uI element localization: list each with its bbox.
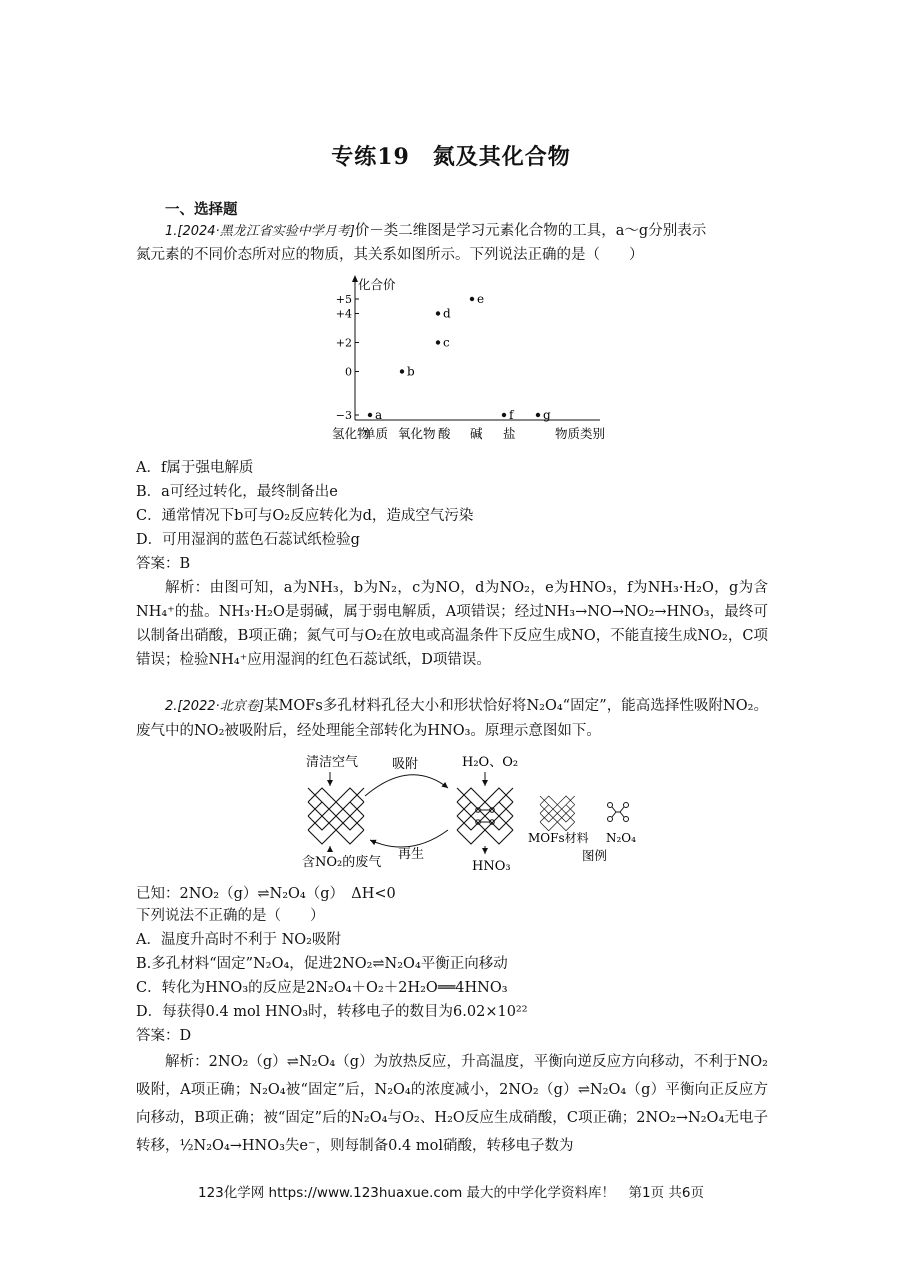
legend-n2o4-molecule: [608, 803, 629, 822]
legend-title: 图例: [582, 848, 608, 863]
q2-known: 已知：2NO₂（g）⇌N₂O₄（g） ΔH<0: [136, 886, 396, 902]
data-point-c: [436, 340, 440, 344]
x-category-label: 酸: [438, 426, 451, 441]
q2-stem: [136, 694, 768, 743]
q1-option-a: A．f属于强电解质: [136, 460, 254, 476]
q2-option-b: B.多孔材料“固定”N₂O₄，促进2NO₂⇌N₂O₄平衡正向移动: [136, 956, 508, 972]
q2-answer: 答案：D: [136, 1028, 192, 1044]
data-point-a: [368, 413, 372, 417]
q2-source: 2.[2022·北京卷]: [165, 699, 264, 714]
y-tick-label: −3: [335, 409, 352, 422]
data-point-label: f: [509, 408, 514, 422]
data-point-e: [470, 297, 474, 301]
adsorb-arrow: [365, 775, 448, 796]
regenerate-arrow: [370, 830, 448, 847]
x-axis-label: 物质类别: [555, 426, 606, 441]
page-footer: 123化学网 https://www.123huaxue.com 最大的中学化学资料库！ 第1页 共6页: [197, 1185, 704, 1201]
data-point-b: [400, 369, 404, 373]
q2-stem-text: 某MOFs多孔材料孔径大小和形状恰好将N₂O₄“固定”，能高选择性吸附NO₂。废气中的NO₂被吸附后，经处理能全部转化为HNO₃。原理示意图如下。: [136, 698, 768, 739]
data-point-f: [502, 413, 506, 417]
y-tick-label: +4: [335, 307, 352, 321]
data-point-label: c: [443, 335, 450, 350]
q1-source: 1.[2024·黑龙江省实验中学月考]: [165, 224, 355, 239]
x-category-label: 碱: [470, 426, 483, 441]
x-category-label: 盐: [503, 426, 516, 441]
mofs-mesh-right: [457, 788, 513, 844]
section-heading: 一、选择题: [165, 201, 238, 218]
q1-option-d: D．可用湿润的蓝色石蕊试纸检验g: [136, 532, 360, 548]
page-title: 专练19 氮及其化合物: [331, 144, 571, 170]
q2-option-c: C．转化为HNO₃的反应是2N₂O₄＋O₂＋2H₂O══4HNO₃: [136, 980, 508, 996]
data-point-label: b: [407, 364, 415, 379]
q1-stem-line2: 氮元素的不同价态所对应的物质，其关系如图所示。下列说法正确的是（ ）: [136, 247, 644, 263]
label-hno3: HNO₃: [472, 859, 511, 874]
legend-mofs-label: MOFs材料: [528, 831, 589, 845]
valence-class-chart: [330, 272, 630, 444]
y-tick-label: +5: [335, 293, 352, 306]
y-tick-label: +2: [335, 336, 352, 350]
data-point-label: e: [477, 292, 485, 306]
x-category-label: 单质: [363, 426, 389, 441]
q2-analysis: 解析：2NO₂（g）⇌N₂O₄（g）为放热反应，升高温度，平衡向逆反应方向移动，不利于NO₂吸附，A项正确；N₂O₄被“固定”后，N₂O₄的浓度减小，2NO₂（g）⇌N₂O₄（g）平衡向正反应方向移动，B项正确；被“固定”后的N₂O₄与O₂、H₂O反应生成硝酸，C项正确；2NO₂→N₂O₄无电子转移，½N₂O₄→HNO₃失e⁻，则每制备0.4 mol硝酸，转移电子数为: [136, 1054, 768, 1154]
data-point-label: a: [375, 408, 383, 422]
data-point-d: [436, 311, 440, 315]
label-clean-air: 清洁空气: [306, 755, 359, 770]
q1-option-c: C．通常情况下b可与O₂反应转化为d，造成空气污染: [136, 508, 474, 524]
data-point-label: d: [443, 306, 451, 321]
mofs-diagram: [290, 748, 660, 878]
label-h2o-o2: H₂O、O₂: [462, 755, 519, 770]
legend-mofs-mesh: [540, 796, 575, 831]
label-waste-gas: 含NO₂的废气: [302, 855, 382, 870]
x-category-label: 氢化物: [332, 426, 370, 441]
q2-option-d: D．每获得0.4 mol HNO₃时，转移电子的数目为6.02×10²²: [136, 1004, 528, 1020]
mofs-mesh-left: [308, 788, 364, 844]
label-adsorb: 吸附: [392, 757, 419, 772]
q1-option-b: B．a可经过转化，最终制备出e: [136, 484, 338, 500]
x-category-label: 氧化物: [398, 426, 436, 441]
q1-stem-line1: [136, 221, 768, 242]
q1-stem-text1: 价－类二维图是学习元素化合物的工具，a～g分别表示: [354, 223, 707, 239]
y-tick-label: 0: [345, 365, 352, 379]
q1-answer: 答案：B: [136, 556, 191, 572]
data-point-g: [536, 413, 540, 417]
q2-option-a: A．温度升高时不利于 NO₂吸附: [136, 932, 341, 948]
legend-n2o4-label: N₂O₄: [606, 831, 636, 845]
q2-question: 下列说法不正确的是（ ）: [136, 908, 325, 924]
q1-analysis: 解析：由图可知，a为NH₃，b为N₂，c为NO，d为NO₂，e为HNO₃，f为NH₃·H₂O，g为含NH₄⁺的盐。NH₃·H₂O是弱碱，属于弱电解质，A项错误；经过NH₃→NO→NO₂→HNO₃，最终可以制备出硝酸，B项正确；氮气可与O₂在放电或高温条件下反应生成NO，不能直接生成NO₂，C项错误；检验NH₄⁺应用湿润的红色石蕊试纸，D项错误。: [136, 580, 768, 668]
data-point-label: g: [543, 408, 551, 422]
label-regenerate: 再生: [398, 847, 425, 862]
y-axis-label: 化合价: [358, 277, 396, 292]
